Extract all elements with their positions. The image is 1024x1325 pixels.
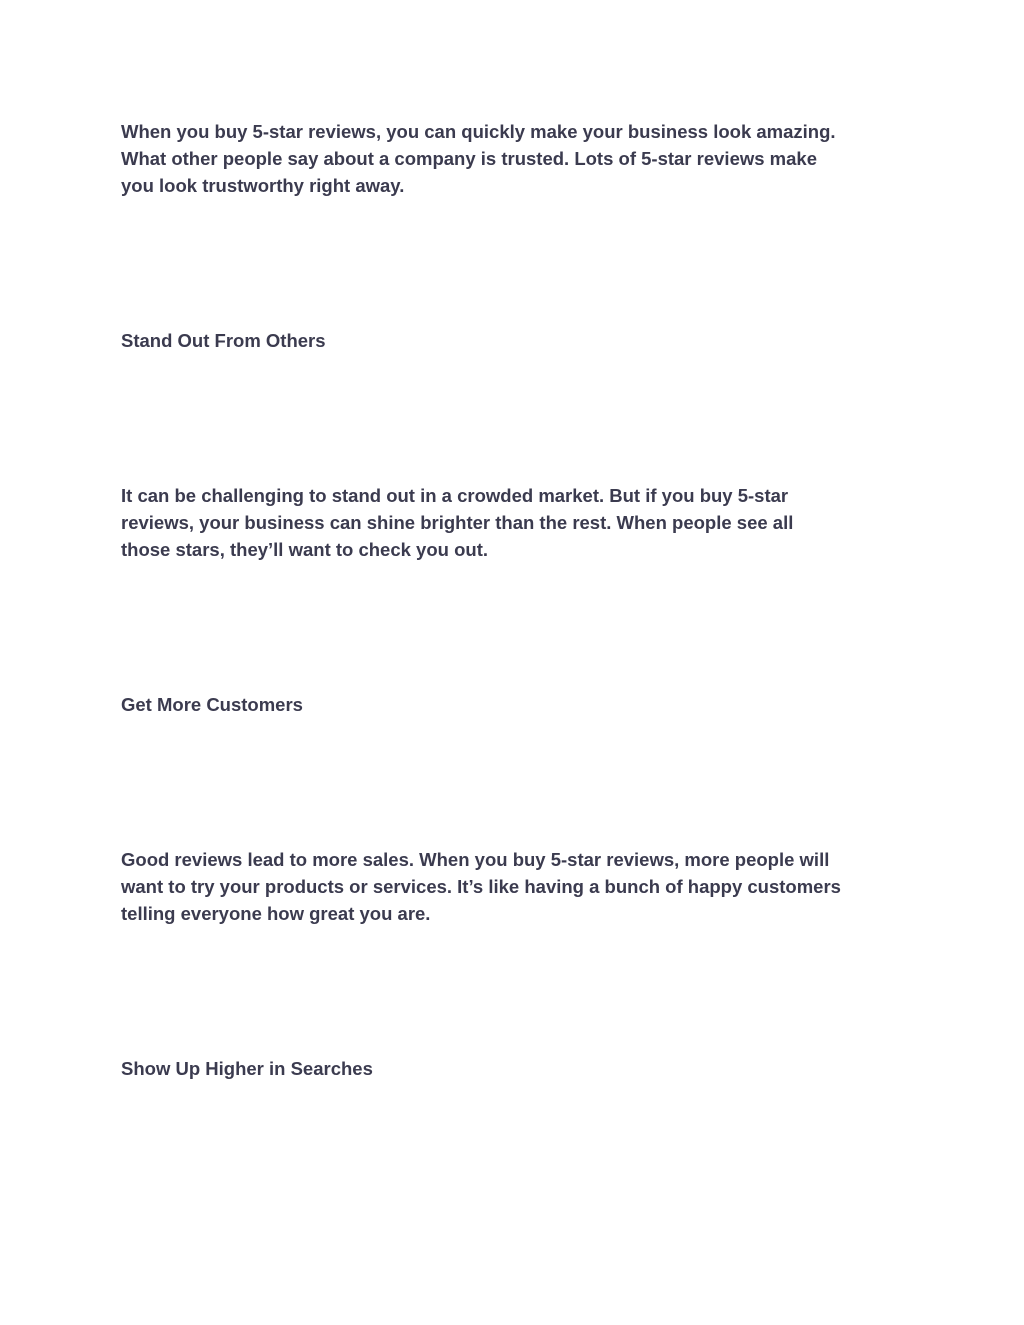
heading-get-customers: Get More Customers: [121, 694, 303, 715]
heading-stand-out: Stand Out From Others: [121, 330, 326, 351]
paragraph-intro: When you buy 5-star reviews, you can quickly make your business look amazing. What other people say about a company is trusted. Lots of 5-star reviews make you look trustworthy right away.: [121, 121, 836, 196]
paragraph-stand-out: It can be challenging to stand out in a crowded market. But if you buy 5-star reviews, your business can shine brighter than the rest. When people see all those stars, they’ll want to check you out.: [121, 485, 794, 560]
paragraph-get-customers: Good reviews lead to more sales. When you buy 5-star reviews, more people will want to try your products or services. It’s like having a bunch of happy customers telling everyone how great you are.: [121, 849, 841, 924]
heading-searches: Show Up Higher in Searches: [121, 1058, 373, 1079]
